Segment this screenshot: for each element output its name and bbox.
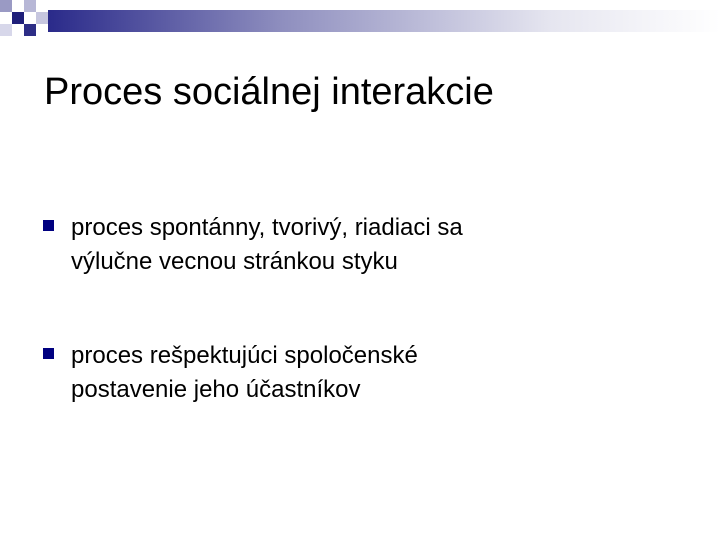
bullet-line-2: výlučne vecnou stránkou styku [71,248,398,275]
slide-title: Proces sociálnej interakcie [44,71,494,113]
bullet-text [71,339,661,407]
bullet-text [71,211,661,279]
bullet-line-1: proces rešpektujúci spoločenské [71,342,418,369]
bullet-line-2: postavenie jeho účastníkov [71,376,361,403]
square-bullet-icon [43,348,54,359]
bullet-line-1: proces spontánny, tvorivý, riadiaci sa [71,214,463,241]
square-bullet-icon [43,220,54,231]
